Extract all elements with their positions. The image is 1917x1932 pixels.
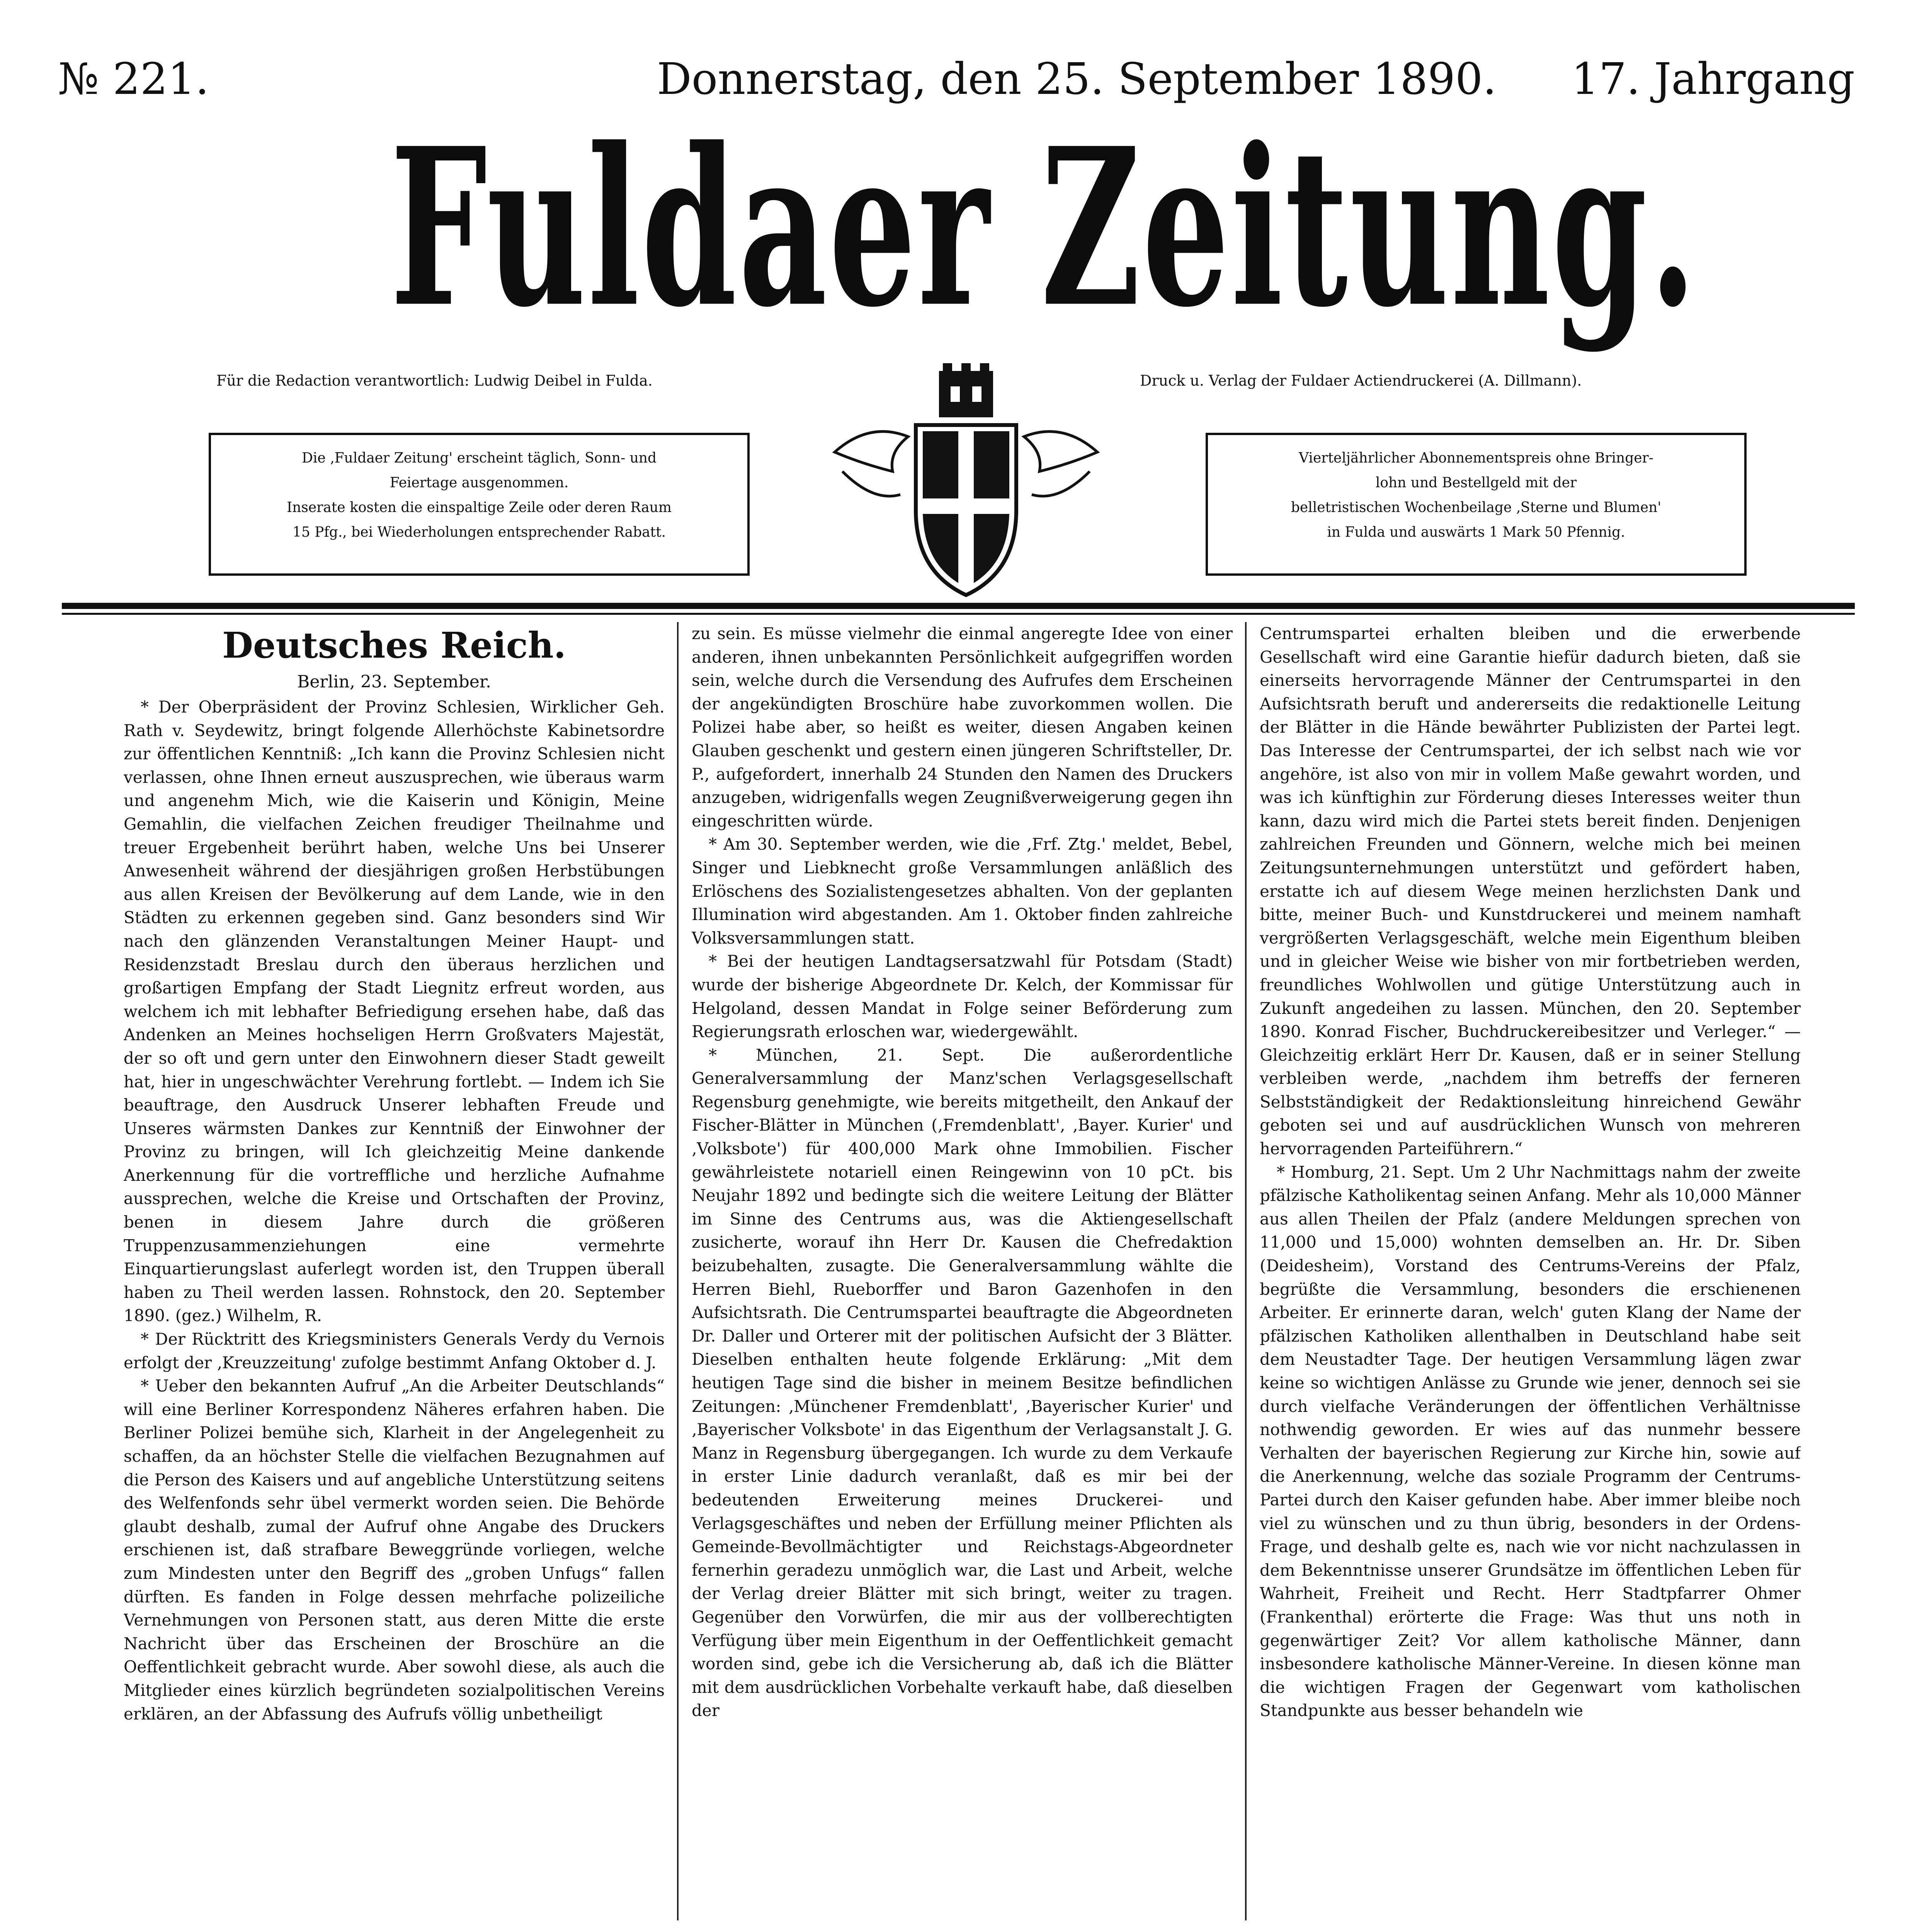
issue-number: № 221. — [58, 54, 209, 104]
news-paragraph: * Bei der heutigen Landtagsersatzwahl für Potsdam (Stadt) wurde der bisherige Abgeordnete Dr. Kelch, der Kommissar für Helgoland, dessen Mandat in Folge seiner Beförderung zum Regierungsrath erloschen war, wiedergewählt. — [692, 952, 1233, 1041]
reich-column-2 — [692, 622, 1233, 1920]
news-paragraph: * München, 21. Sept. Die außerordentliche Generalversammlung der Manz'schen Verlagsgesellschaft Regensburg genehmigte, wie bereits mitgetheilt, den Ankauf der Fischer-Blätter in München (‚Fremdenblatt', ‚Bayer. Kurier' und ‚Volksbote') für 400,000 Mark ohne Immobilien. Fischer gewährleistete notariell einen Reingewinn von 10 pCt. bis Neujahr 1892 und bedingte sich die weitere Leitung der Blätter im Sinne des Centrums aus, was die Aktiengesellschaft zusicherte, worauf ihn Herr Dr. Kausen die Chefredaktion beizubehalten, zusagte. Die Generalversammlung wählte die Herren Biehl, Rueborffer und Baron Gazenhofen in den Aufsichtsrath. Die Centrumspartei beauftragte die Abgeordneten Dr. Daller und Orterer mit der politischen Aufsicht der 3 Blätter. Dieselben enthalten heute folgende Erklärung: „Mit dem heutigen Tage sind die bisher in meinem Besitze befindlichen Zeitungen: ‚Münchener Fremdenblatt', ‚Bayerischer Kurier' und ‚Bayerischer Volksbote' in das Eigenthum der Verlagsanstalt J. G. Manz in Regensburg übergegangen. Ich wurde zu dem Verkaufe in erster Linie dadurch veranlaßt, daß es mir bei der bedeutenden Erweiterung meines Druckerei- und Verlagsgeschäftes und neben der Erfüllung meiner Pflichten als Gemeinde-Bevollmächtigter und Reichstags-Abgeordneter fernerhin geradezu unmöglich war, die Last und Arbeit, welche der Verlag dreier Blätter mit sich bringt, weiter zu tragen. Gegenüber den Vorwürfen, die mir aus der vollberechtigten Verfügung über mein Eigenthum in der Oeffentlichkeit gemacht worden sind, gebe ich die Versicherung ab, daß ich die Blätter mit dem ausdrücklichen Vorbehalte verkauft habe, daß dieselben der — [692, 1045, 1233, 1720]
column-divider — [677, 622, 679, 1920]
dateline: Berlin, 23. September. — [297, 672, 491, 692]
news-paragraph: * Der Oberpräsident der Provinz Schlesien, Wirklicher Geh. Rath v. Seydewitz, bringt folgende Allerhöchste Kabinetsordre zur öffentlichen Kenntniß: „Ich kann die Provinz Schlesien nicht verlassen, ohne Ihnen erneut auszusprechen, wie überaus warm und angenehm Mich, wie die Kaiserin und Königin, Meine Gemahlin, die vielfachen Zeichen freudiger Theilnahme und treuer Ergebenheit berührt haben, welche Uns bei Unserer Anwesenheit während der diesjährigen großen Herbstübungen aus allen Kreisen der Bevölkerung auf dem Lande, wie in den Städten zu erkennen gegeben sind. Ganz besonders sind Wir nach den glänzenden Veranstaltungen Meiner Haupt- und Residenzstadt Breslau durch den überaus herzlichen und großartigen Empfang der Stadt Liegnitz erfreut worden, aus welchem ich mit lebhafter Befriedigung ersehen habe, daß das Andenken an Meines hochseligen Herrn Großvaters Majestät, der so oft und gern unter den Einwohnern dieser Stadt geweilt hat, hier in ungeschwächter Verehrung fortlebt. — Indem ich Sie beauftrage, den Ausdruck Unserer lebhaften Freude und Unseres wärmsten Dankes zur Kenntniß der Einwohner der Provinz zu bringen, will Ich gleichzeitig Meine dankende Anerkennung für die vortreffliche und herzliche Aufnahme aussprechen, welche die Kreise und Ortschaften der Provinz, benen in diesem Jahre durch die größeren Truppenzusammenziehungen eine vermehrte Einquartierungslast auferlegt worden ist, den Truppen überall haben zu Theil werden lassen. Rohnstock, den 20. September 1890. (gez.) Wilhelm, R. — [124, 697, 665, 1325]
notice-line: Inserate kosten die einspaltige Zeile oder deren Raum — [287, 500, 672, 515]
notice-line: belletristischen Wochenbeilage ‚Sterne und Blumen' — [1291, 500, 1662, 515]
section-heading-deutsches-reich: Deutsches Reich. — [222, 624, 566, 666]
notice-line: in Fulda und auswärts 1 Mark 50 Pfennig. — [1327, 524, 1625, 540]
masthead-rule-thin — [62, 613, 1855, 615]
fulda-coat-of-arms — [827, 355, 1105, 611]
editor-line: Für die Redaction verantwortlich: Ludwig Deibel in Fulda. — [216, 372, 653, 389]
masthead-rule — [62, 603, 1855, 609]
notice-line: Vierteljährlicher Abonnementspreis ohne Bringer- — [1299, 450, 1653, 466]
publisher-line: Druck u. Verlag der Fuldaer Actiendruckerei (A. Dillmann). — [1140, 372, 1582, 389]
publication-notice-box — [209, 433, 750, 576]
issue-date: Donnerstag, den 25. September 1890. — [657, 54, 1497, 104]
reich-column-1 — [124, 696, 665, 1920]
newspaper-title: Fuldaer Zeitung. — [390, 101, 1699, 355]
notice-line: 15 Pfg., bei Wiederholungen entsprechender Rabatt. — [292, 524, 666, 540]
reich-column-3 — [1260, 622, 1801, 1920]
notice-line: Feiertage ausgenommen. — [390, 475, 569, 491]
volume-year: 17. Jahrgang — [1571, 54, 1855, 104]
news-paragraph: zu sein. Es müsse vielmehr die einmal angeregte Idee von einer anderen, ihnen unbekannten Persönlichkeit aufgegriffen worden sein, welche durch die Versendung des Aufrufes dem Erscheinen der angekündigten Broschüre habe zuvorkommen wollen. Die Polizei habe aber, so heißt es weiter, diesen Angaben keinen Glauben geschenkt und gestern einen jüngeren Schriftsteller, Dr. P., aufgefordert, innerhalb 24 Stunden den Namen des Druckers anzugeben, widrigenfalls wegen Zeugnißverweigerung gegen ihn eingeschritten würde. — [692, 624, 1233, 830]
notice-line: lohn und Bestellgeld mit der — [1375, 475, 1577, 491]
subscription-notice-box — [1206, 433, 1747, 576]
news-paragraph: * Ueber den bekannten Aufruf „An die Arbeiter Deutschlands“ will eine Berliner Korrespondenz Näheres erfahren haben. Die Berliner Polizei bemühe sich, Klarheit in der Angelegenheit zu schaffen, da an höchster Stelle die vielfachen Bezugnahmen auf die Person des Kaisers und auf angebliche Unterstützung seitens des Welfenfonds sehr übel vermerkt worden seien. Die Behörde glaubt deshalb, zumal der Aufruf ohne Angabe des Druckers erschienen ist, daß strafbare Beweggründe vorliegen, welche zum Mindesten unter den Begriff des „groben Unfugs“ fallen dürften. Es fanden in Folge dessen mehrfache polizeiliche Vernehmungen von Personen statt, aus deren Mitte die erste Nachricht über das Erscheinen der Broschüre an die Oeffentlichkeit gebracht wurde. Aber sowohl diese, als auch die Mitglieder eines kürzlich begründeten sozialpolitischen Vereins erklären, an der Abfassung des Aufrufs völlig unbetheiligt — [124, 1376, 665, 1723]
news-paragraph: * Homburg, 21. Sept. Um 2 Uhr Nachmittags nahm der zweite pfälzische Katholikentag seinen Anfang. Mehr als 10,000 Männer aus allen Theilen der Pfalz (andere Meldungen sprechen von 11,000 und 15,000) wohnten demselben an. Hr. Dr. Siben (Deidesheim), Vorstand des Centrums-Vereins der Pfalz, begrüßte die Versammlung, besonders die erschienenen Arbeiter. Er erinnerte daran, welch' guten Klang der Name der pfälzischen Katholiken allenthalben in Deutschland habe seit dem Neustadter Tage. Der heutigen Versammlung lägen zwar keine so wichtigen Anlässe zu Grunde wie jener, dennoch sei sie durch vielfache Veränderungen der öffentlichen Verhältnisse nothwendig geworden. Er wies auf das nunmehr bessere Verhalten der bayerischen Regierung zur Kirche hin, sowie auf die Anerkennung, welche das soziale Programm der Centrums-Partei durch den Kaiser gefunden habe. Aber immer bleibe noch viel zu wünschen und zu thun übrig, besonders in der Ordens-Frage, und deshalb gelte es, nach wie vor nicht nachzulassen in dem Bekenntnisse unserer Grundsätze im öffentlichen Leben für Wahrheit, Freiheit und Recht. Herr Stadtpfarrer Ohmer (Frankenthal) erörterte die Frage: Was thut uns noth in gegenwärtiger Zeit? Vor allem katholische Männer, dann insbesondere katholische Männer-Vereine. In diesen könne man die wichtigen Fragen der Gegenwart vom katholischen Standpunkte aus besser behandeln wie — [1260, 1162, 1801, 1720]
news-paragraph: * Der Rücktritt des Kriegsministers Generals Verdy du Vernois erfolgt der ‚Kreuzzeitung' zufolge bestimmt Anfang Oktober d. J. — [124, 1330, 665, 1372]
news-paragraph: * Am 30. September werden, wie die ‚Frf. Ztg.' meldet, Bebel, Singer und Liebknecht große Versammlungen anläßlich des Erlöschens des Sozialistengesetzes abhalten. Von der geplanten Illumination wird abgestanden. Am 1. Oktober finden zahlreiche Volksversammlungen statt. — [692, 835, 1233, 947]
column-divider — [1245, 622, 1247, 1920]
news-paragraph: Centrumspartei erhalten bleiben und die erwerbende Gesellschaft wird eine Garantie hiefür dadurch bieten, daß sie einerseits hervorragende Männer der Centrumspartei in den Aufsichtsrath beruft und andererseits die redaktionelle Leitung der Blätter in die Hände bewährter Publizisten der Partei legt. Das Interesse der Centrumspartei, der ich selbst nach wie vor angehöre, ist also von mir in vollem Maße gewahrt worden, und was ich künftighin zur Förderung dieses Interesses weiter thun kann, dazu wird mich die Partei stets bereit finden. Denjenigen zahlreichen Freunden und Gönnern, welche mich bei meinen Zeitungsunternehmungen unterstützt und gefördert haben, erstatte ich auf diesem Wege meinen herzlichsten Dank und bitte, meiner Buch- und Kunstdruckerei und meinem namhaft vergrößerten Verlagsgeschäft, welche mein Eigenthum bleiben und in gleicher Weise wie bisher von mir fortbetrieben werden, freundliches Wohlwollen und gütige Unterstützung auch in Zukunft angedeihen zu lassen. München, den 20. September 1890. Konrad Fischer, Buchdruckereibesitzer und Verleger.“ — Gleichzeitig erklärt Herr Dr. Kausen, daß er in seiner Stellung verbleiben werde, „nachdem ihm betreffs der ferneren Selbstständigkeit der Redaktionsleitung hinreichend Gewähr geboten sei und auf ausdrücklichen Wunsch von mehreren hervorragenden Parteiführern.“ — [1260, 624, 1801, 1158]
notice-line: Die ‚Fuldaer Zeitung' erscheint täglich, Sonn- und — [302, 450, 657, 466]
